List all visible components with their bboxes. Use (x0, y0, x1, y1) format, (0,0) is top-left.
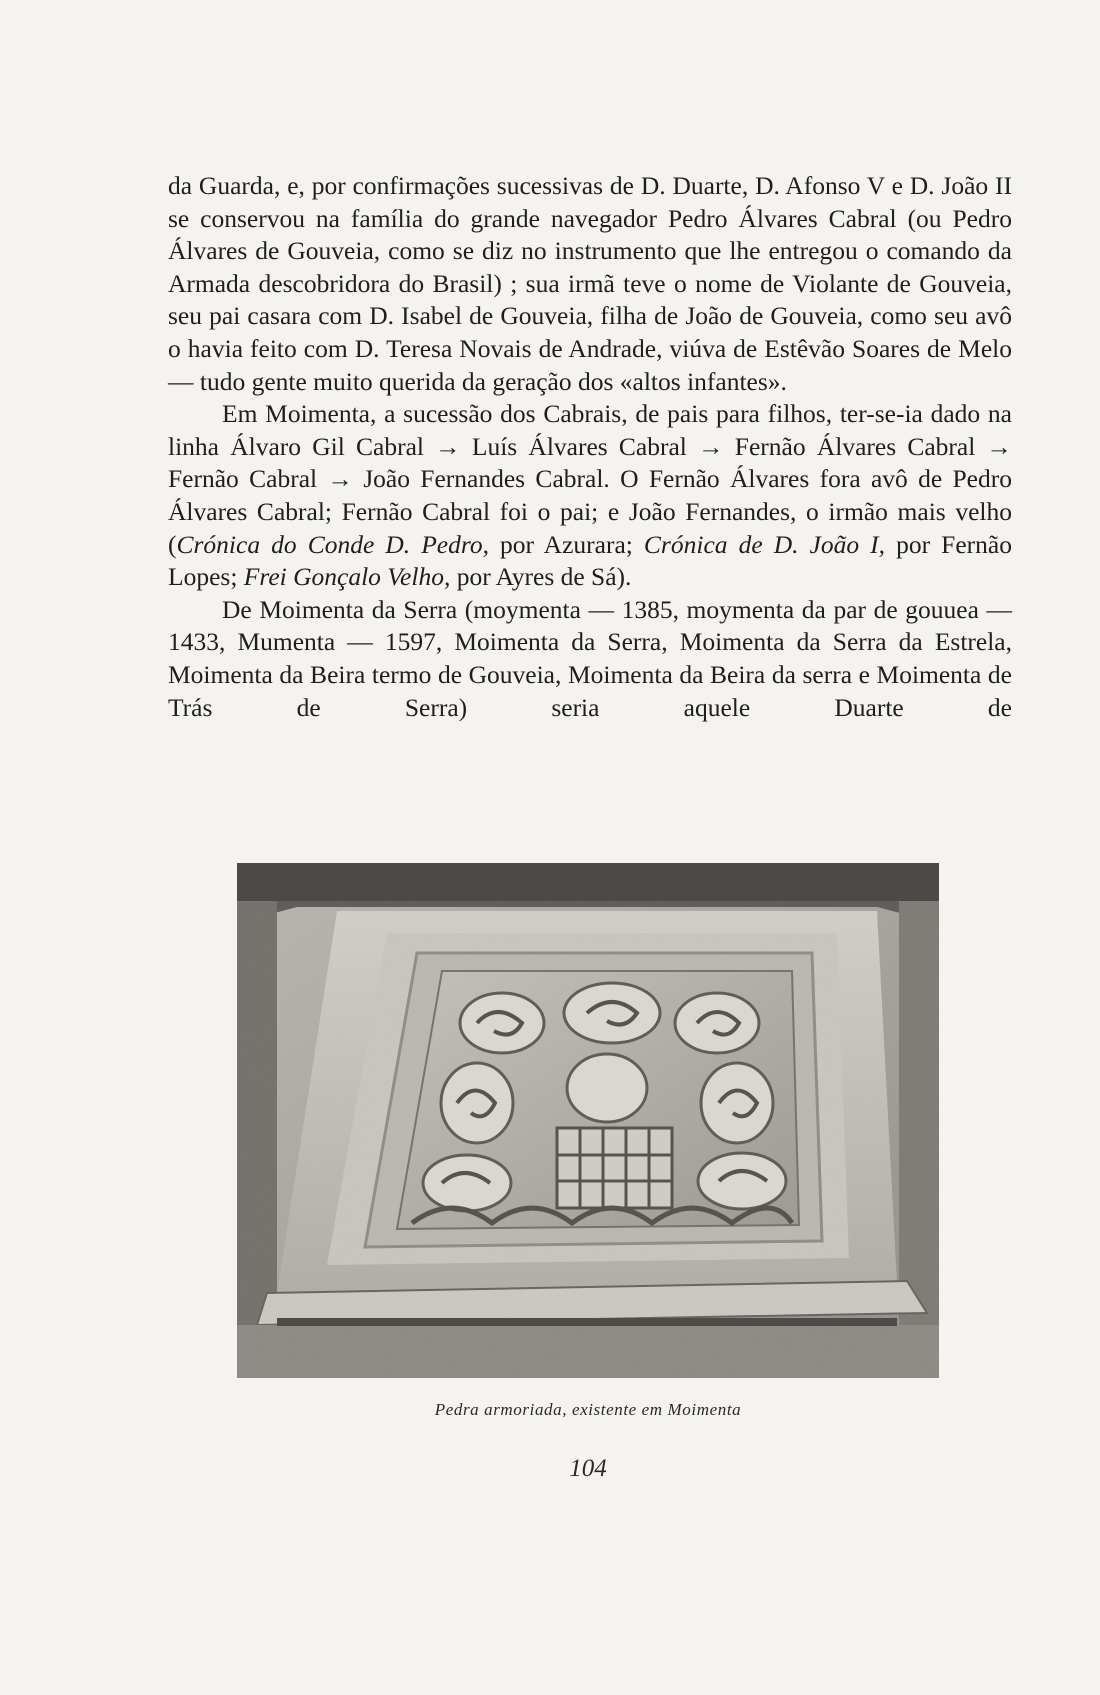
paragraph-3: De Moimenta da Serra (moymenta — 1385, moymenta da par de gouuea — 1433, Mumenta — 1597, Moimenta da Serra, Moimenta da Serra da Estrela, Moimenta da Beira termo de Gouveia, Moimenta da Beira da serra e Moimenta de Trás de Serra) seria aquele Duarte de (168, 594, 1012, 722)
armorial-stone-photo (237, 863, 939, 1378)
paragraph-1: da Guarda, e, por confirmações sucessivas de D. Duarte, D. Afonso V e D. João II se conservou na família do grande navegador Pedro Álvares Cabral (ou Pedro Álvares de Gouveia, como se diz no instrumento que lhe entregou o comando da Armada descobridora do Brasil) ; sua irmã teve o nome de Violante de Gouveia, seu pai casara com D. Isabel de Gouveia, filha de João de Gouveia, como seu avô o havia feito com D. Teresa Novais de Andrade, viúva de Estêvão Soares de Melo — tudo gente muito querida da geração dos «altos infantes». (168, 171, 1012, 396)
body-text (168, 170, 1012, 724)
figure-caption: Pedra armoriada, existente em Moimenta (434, 1400, 742, 1419)
paragraph-2: Em Moimenta, a sucessão dos Cabrais, de pais para filhos, ter-se-ia dado na linha Álvaro Gil Cabral → Luís Álvares Cabral → Fernão Álvares Cabral → Fernão Cabral → João Fernandes Cabral. O Fernão Álvares fora avô de Pedro Álvares Cabral; Fernão Cabral foi o pai; e João Fernandes, o irmão mais velho (Crónica do Conde D. Pedro, por Azurara; Crónica de D. João I, por Fernão Lopes; Frei Gonçalo Velho, por Ayres de Sá). (168, 399, 1012, 592)
page-number: 104 (569, 1455, 607, 1482)
